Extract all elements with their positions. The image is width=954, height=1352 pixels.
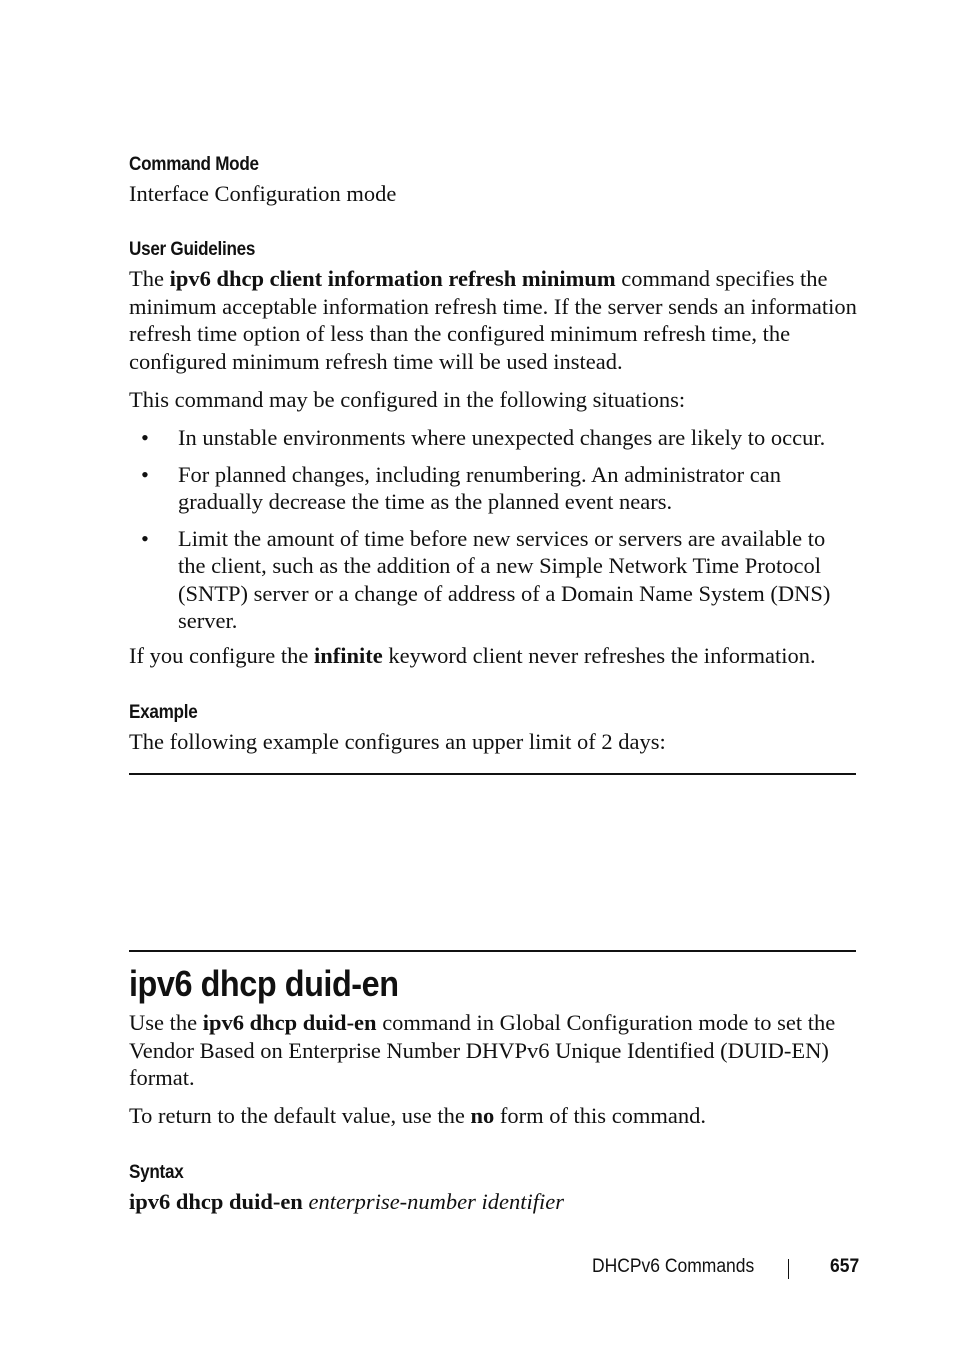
syntax-heading: Syntax [129,1162,184,1183]
example-bottom-rule [129,773,856,775]
command-mode-heading: Command Mode [129,154,259,175]
bullet-icon: • [141,525,149,551]
syntax-line [129,1188,857,1216]
guidelines-paragraph-3: If you configure the infinite keyword client never refreshes the information. [129,643,816,668]
section-title: ipv6 dhcp duid-en [129,963,399,1004]
guidelines-paragraph-2: This command may be configured in the following situations: [129,387,686,412]
keyword: no [470,1103,495,1128]
default-value-text: To return to the default value, use the no form of this command. [129,1103,707,1128]
list-item: • Limit the amount of time before new services or servers are available to the client, such as the addition of a new Simple Network Time Protocol (SNTP) server or a change of address of a Domain Name System (DNS) server. [141,525,831,633]
command-mode-text: Interface Configuration mode [129,181,397,206]
bullet-icon: • [141,425,149,450]
keyword: infinite [313,643,383,668]
footer-separator [788,1259,789,1279]
syntax-arguments: enterprise-number identifier [302,1189,565,1214]
list-item: • For planned changes, including renumbering. An administrator can gradually decrease the time as the planned event nears. [141,461,781,514]
command-name: ipv6 dhcp client information refresh minimum [169,266,616,291]
section-top-rule [129,950,856,952]
guidelines-paragraph-1: The ipv6 dhcp client information refresh minimum command specifies the minimum acceptable information refresh time. If the server sends an information refresh time option of less than the configured minimum refresh time, the configured minimum refresh time will be used instead. [129,266,857,374]
command-name: ipv6 dhcp duid-en [202,1010,377,1035]
footer-chapter: DHCPv6 Commands [592,1256,755,1277]
bullet-icon: • [141,461,149,487]
example-heading: Example [129,702,198,723]
list-item: • In unstable environments where unexpected changes are likely to occur. [141,425,826,450]
situations-list [129,424,857,635]
section-intro: Use the ipv6 dhcp duid-en command in Global Configuration mode to set the Vendor Based on Enterprise Number DHVPv6 Unique Identified (DUID-EN) format. [129,1010,836,1090]
example-text: The following example configures an upper limit of 2 days: [129,729,666,754]
page-number: 657 [830,1256,860,1277]
user-guidelines-heading: User Guidelines [129,239,256,260]
command-name: ipv6 dhcp duid-en [129,1189,303,1214]
